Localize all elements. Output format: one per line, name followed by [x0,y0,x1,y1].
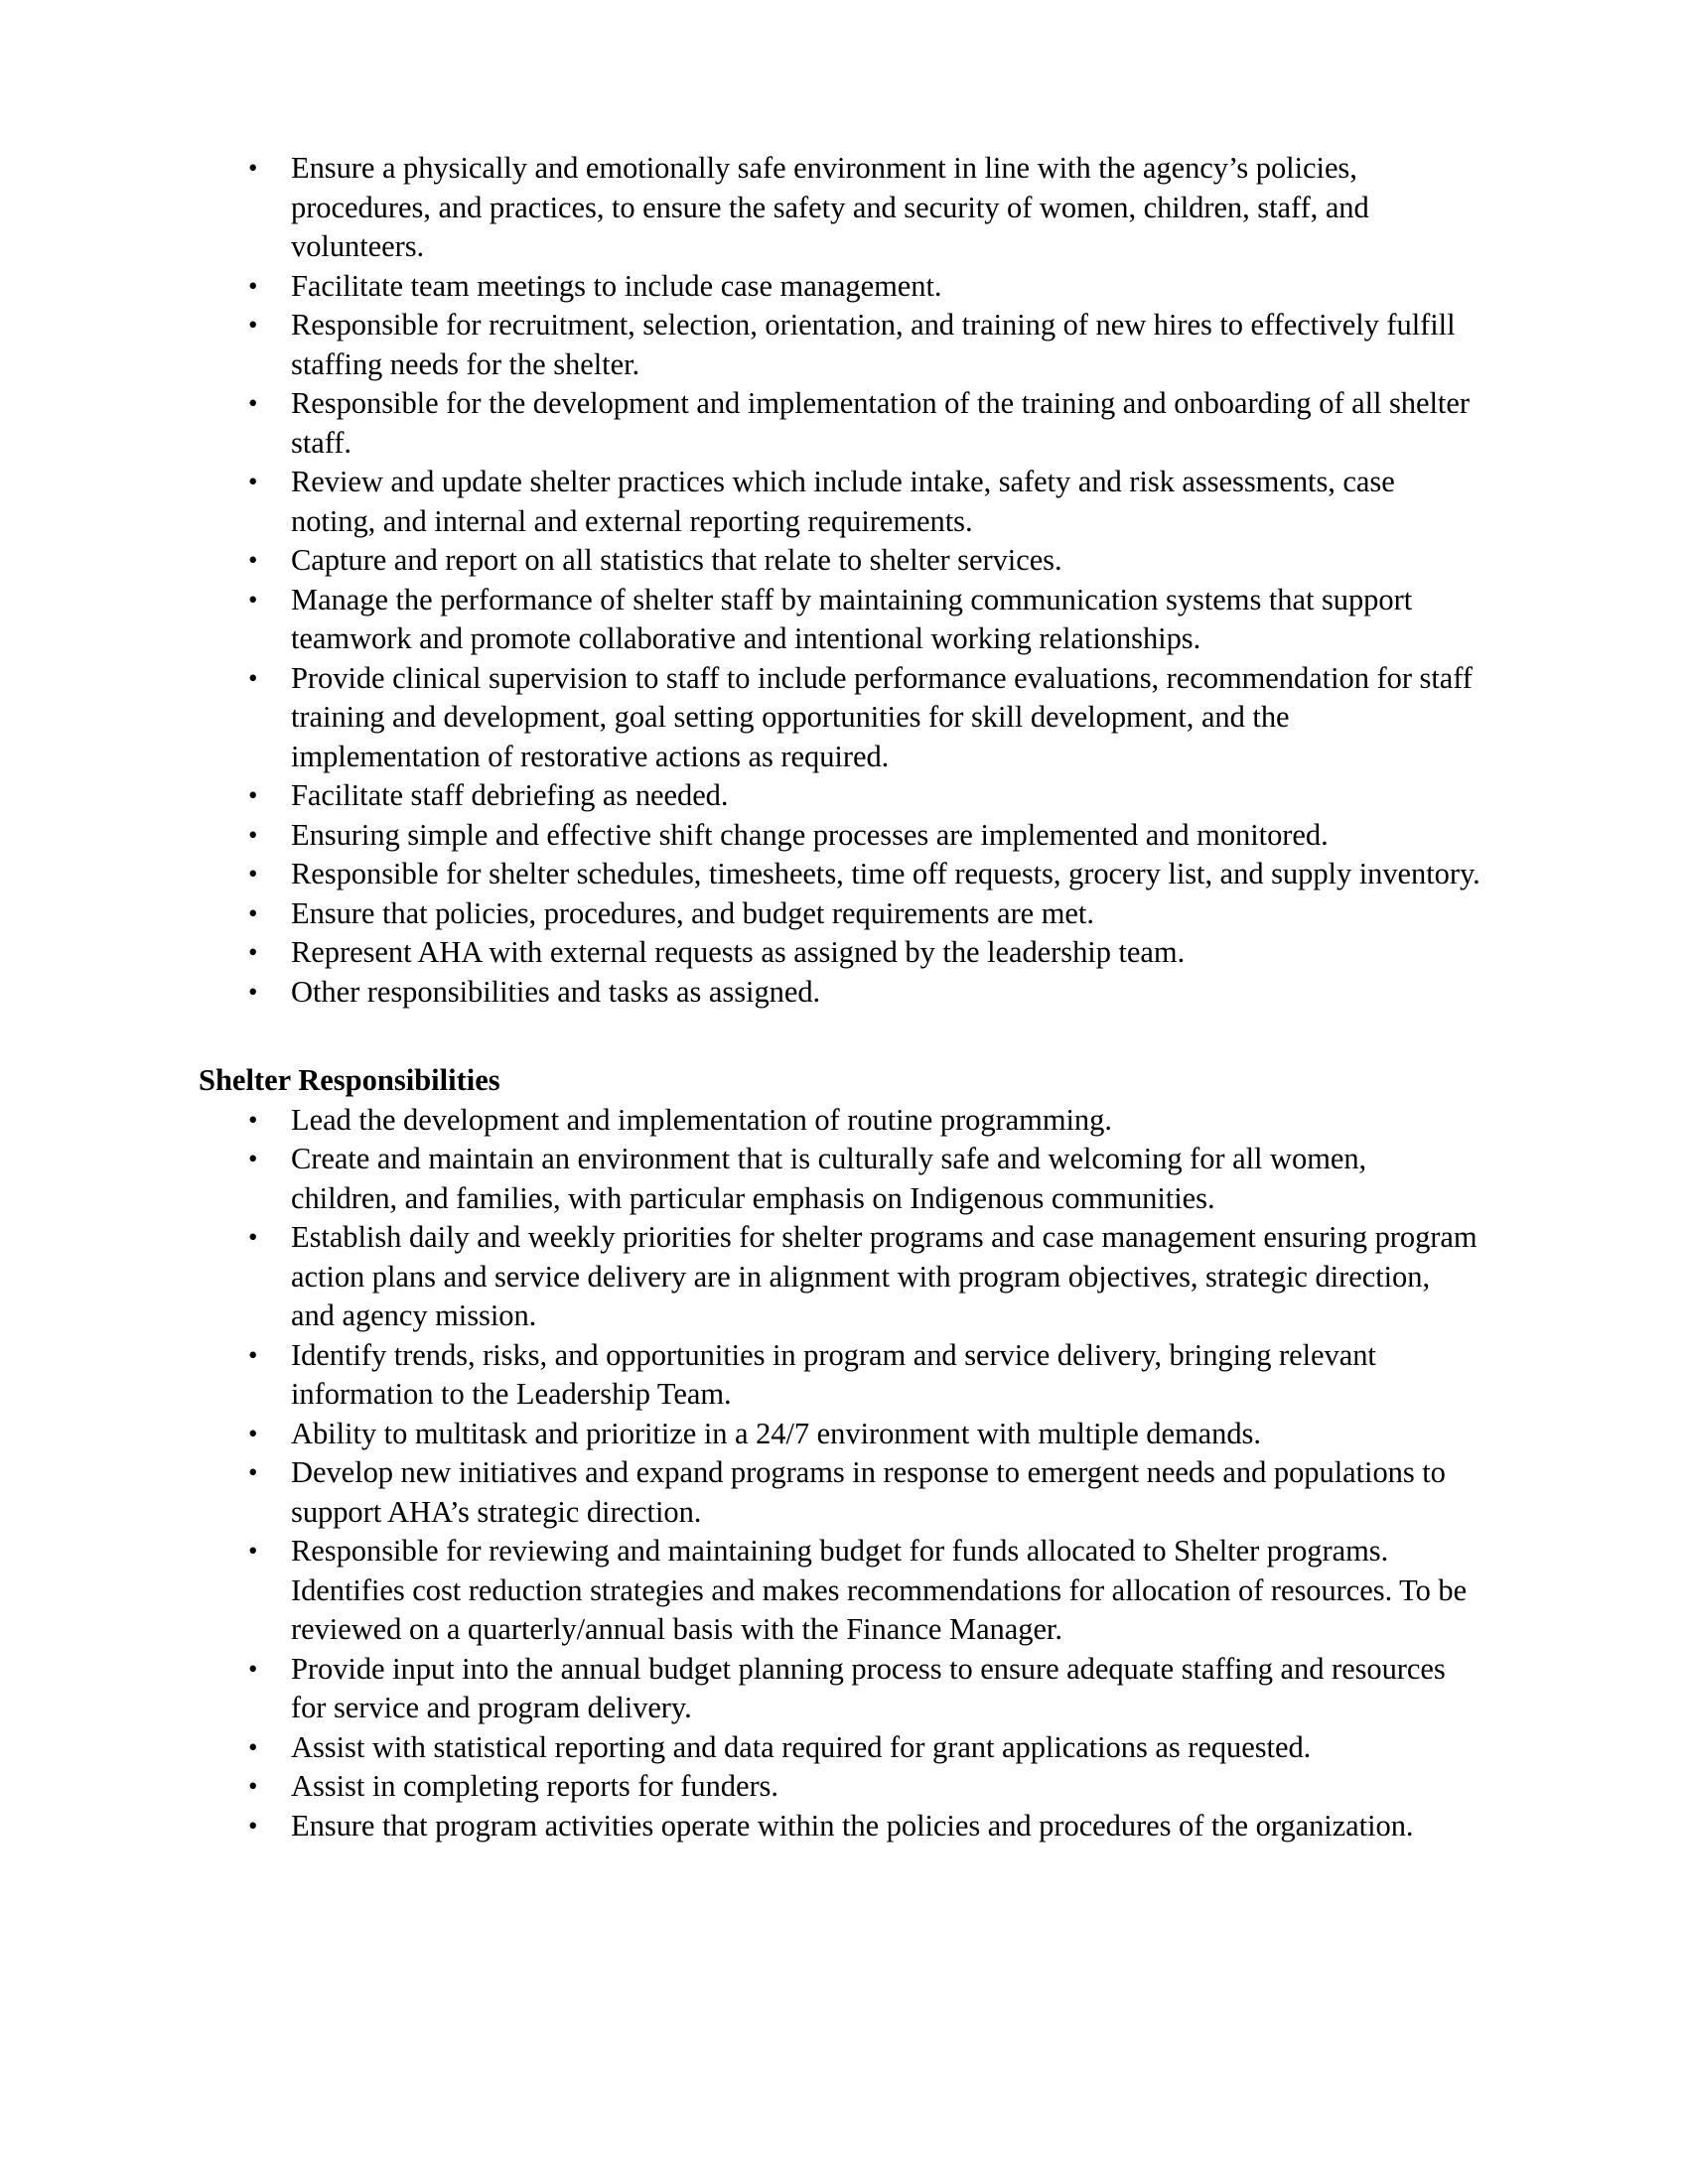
bullet-item: • Establish daily and weekly priorities for shelter programs and case management ensuring program action plans and service delivery are in alignment with program objectives, strategic direction, and agency mission. [199,1218,1479,1336]
bullet-item: • Responsible for reviewing and maintaining budget for funds allocated to Shelter programs. Identifies cost reduction strategies and makes recommendations for allocation of resources. To be reviewed on a quarterly/annual basis with the Finance Manager. [199,1532,1479,1650]
page-content [199,149,1484,1845]
bullet-item: • Develop new initiatives and expand programs in response to emergent needs and populations to support AHA’s strategic direction. [199,1453,1479,1532]
bullet-item: • Manage the performance of shelter staff by maintaining communication systems that support teamwork and promote collaborative and intentional working relationships. [199,581,1484,659]
bullet-item: • Lead the development and implementation of routine programming. [199,1101,1479,1141]
bullet-item: • Represent AHA with external requests as assigned by the leadership team. [199,933,1484,973]
shelter-responsibilities-list [199,1101,1479,1846]
bullet-item: • Facilitate staff debriefing as needed. [199,776,1484,816]
bullet-item: • Ensure that policies, procedures, and budget requirements are met. [199,894,1484,934]
bullet-item: • Create and maintain an environment that is culturally safe and welcoming for all women, children, and families, with particular emphasis on Indigenous communities. [199,1140,1479,1218]
bullet-item: • Assist with statistical reporting and data required for grant applications as requested. [199,1728,1479,1768]
bullet-item: • Facilitate team meetings to include case management. [199,267,1484,307]
bullet-item: • Provide clinical supervision to staff to include performance evaluations, recommendation for staff training and development, goal setting opportunities for skill development, and the implementation of restorative actions as required. [199,659,1484,777]
bullet-item: • Other responsibilities and tasks as assigned. [199,973,1484,1013]
shelter-responsibilities-heading: Shelter Responsibilities [199,1063,500,1097]
bullet-item: • Ensure a physically and emotionally safe environment in line with the agency’s policies, procedures, and practices, to ensure the safety and security of women, children, staff, and volunteers. [199,149,1484,267]
bullet-item: • Responsible for recruitment, selection, orientation, and training of new hires to effectively fulfill staffing needs for the shelter. [199,306,1484,384]
bullet-item: • Responsible for shelter schedules, timesheets, time off requests, grocery list, and supply inventory. [199,855,1484,894]
bullet-item: • Responsible for the development and implementation of the training and onboarding of all shelter staff. [199,384,1484,463]
bullet-item: • Identify trends, risks, and opportunities in program and service delivery, bringing relevant information to the Leadership Team. [199,1336,1479,1415]
bullet-item: • Provide input into the annual budget planning process to ensure adequate staffing and resources for service and program delivery. [199,1650,1479,1728]
bullet-item: • Review and update shelter practices which include intake, safety and risk assessments, case noting, and internal and external reporting requirements. [199,463,1484,541]
bullet-item: • Ensure that program activities operate within the policies and procedures of the organization. [199,1807,1479,1846]
section-spacer [199,1012,1484,1061]
bullet-item: • Ensuring simple and effective shift change processes are implemented and monitored. [199,816,1484,856]
bullet-item: • Ability to multitask and prioritize in a 24/7 environment with multiple demands. [199,1415,1479,1454]
bullet-item: • Capture and report on all statistics that relate to shelter services. [199,541,1484,581]
general-responsibilities-list [199,149,1484,1012]
bullet-item: • Assist in completing reports for funders. [199,1767,1479,1807]
